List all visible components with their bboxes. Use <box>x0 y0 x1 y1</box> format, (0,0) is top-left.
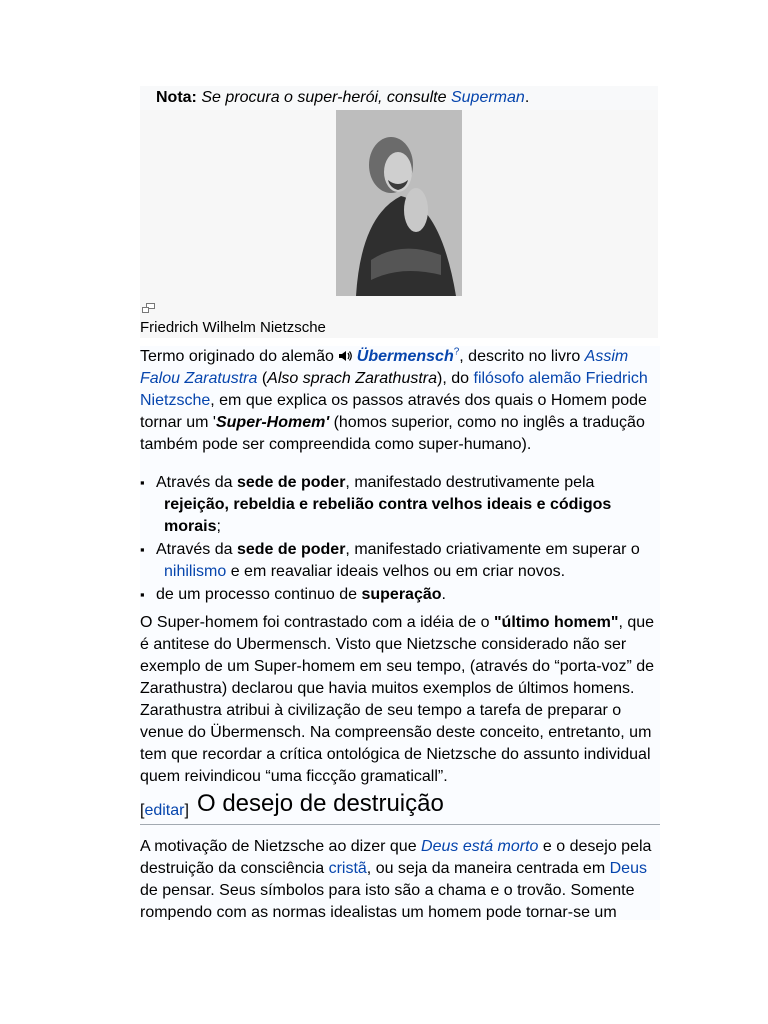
figure-caption: Friedrich Wilhelm Nietzsche <box>140 319 326 336</box>
deus-esta-morto-link[interactable]: Deus está morto <box>421 838 539 855</box>
article-content <box>140 346 660 920</box>
intro-text: , descrito no livro <box>459 348 585 365</box>
book-german-title: Also sprach Zarathustra <box>267 370 438 387</box>
section-title: O desejo de destruição <box>197 790 444 817</box>
edit-section: [editar] <box>140 802 189 819</box>
note-text: Se procura o super-herói, consulte <box>201 89 447 106</box>
list-item: ▪ Através da sede de poder, manifestado criativamente em superar o nihilismo e em reavaliar ideais velhos ou em criar novos. <box>140 541 640 580</box>
bullet-icon: ▪ <box>140 542 145 557</box>
help-link[interactable]: ? <box>453 346 460 358</box>
intro-text: , em que explica os passos através dos quais o Homem pode tornar um ' <box>140 392 647 431</box>
hatnote <box>140 86 658 110</box>
intro-text: ( <box>257 370 268 387</box>
nietzsche-photo[interactable] <box>336 110 462 296</box>
nietzsche-link[interactable]: Friedrich Nietzsche <box>140 370 648 409</box>
magnify-clip-icon[interactable] <box>142 300 155 310</box>
crista-link[interactable]: cristã <box>328 860 367 877</box>
portrait-image <box>336 110 462 296</box>
note-label: Nota: <box>156 89 197 106</box>
ubermensch-audio-link[interactable]: Übermensch <box>356 348 454 365</box>
thumbnail-figure <box>140 110 658 338</box>
superman-link[interactable]: Superman <box>450 89 525 106</box>
list-item: ▪ de um processo continuo de superação. <box>140 584 660 606</box>
nihilismo-link[interactable]: nihilismo <box>164 563 227 580</box>
bullet-list <box>140 472 660 606</box>
book-link[interactable]: Assim Falou Zaratustra <box>140 348 629 387</box>
intro-text: (homos superior, como no inglês a tradução também pode ser compreendida como super-humano). <box>140 414 645 453</box>
philosopher-link[interactable]: filósofo alemão <box>473 370 582 387</box>
bullet-icon: ▪ <box>140 475 145 490</box>
paragraph-ultimo-homem: O Super-homem foi contrastado com a idéia de o "último homem", que é antitese do Ubermensch. Visto que Nietzsche considerado não ser exemplo de um Super-homem em seu tempo, (através do “porta-voz” de Zarathustra) declarou que havia muitos exemplos de últimos homens. Zarathustra atribui à civilização de seu tempo a tarefa de preparar o venue do Übermensch. Na compreensão deste conceito, entretanto, um tem que recordar a crítica ontológica de Nietzsche do assunto individual quem reivindicou “uma ficcção gramaticall”. <box>140 614 655 785</box>
deus-link[interactable]: Deus <box>609 860 647 877</box>
intro-paragraph <box>140 346 660 456</box>
section-heading <box>140 792 660 825</box>
list-item: ▪ Através da sede de poder, manifestado destrutivamente pela rejeição, rebeldia e rebelião contra velhos ideais e códigos morais; <box>140 474 612 535</box>
paragraph-destruicao: A motivação de Nietzsche ao dizer que Deus está morto e o desejo pela destruição da consciência cristã, ou seja da maneira centrada em Deus de pensar. Seus símbolos para isto são a chama e o trovão. Somente rompendo com as normas idealistas um homem pode tornar-se um <box>140 838 652 920</box>
edit-link[interactable]: editar <box>144 802 185 819</box>
super-homem-term: Super-Homem' <box>215 414 330 431</box>
speaker-icon[interactable] <box>338 347 352 359</box>
intro-text: Termo originado do alemão <box>140 348 339 365</box>
bullet-icon: ▪ <box>140 587 145 602</box>
intro-text: ), do <box>437 370 474 387</box>
note-end: . <box>524 89 530 106</box>
